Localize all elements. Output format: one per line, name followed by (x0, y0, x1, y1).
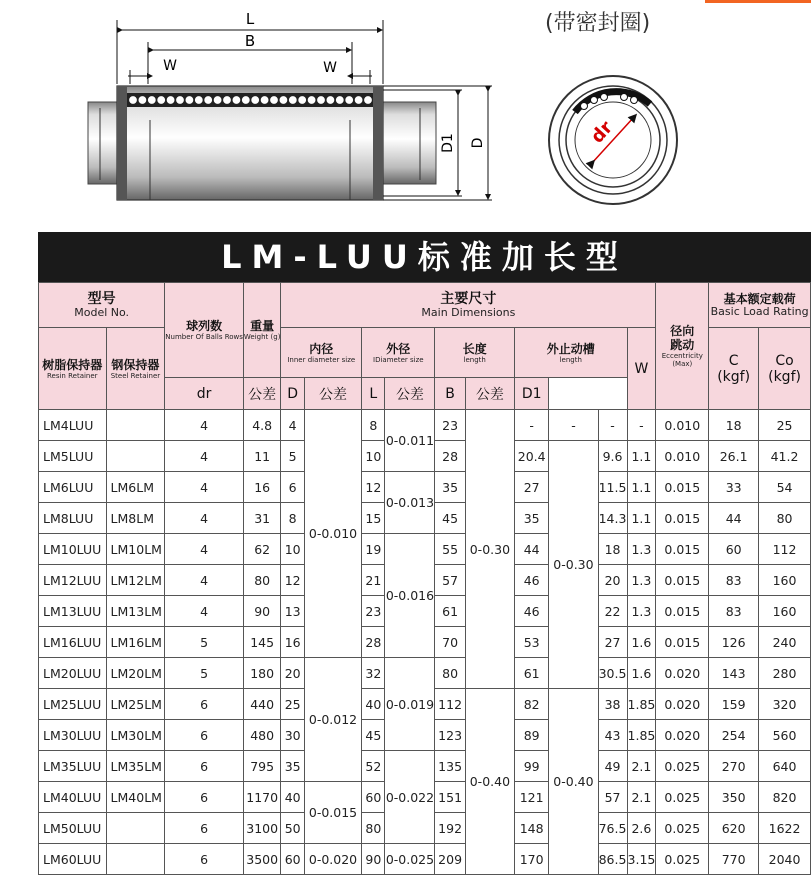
outer-diameter-cell: 8 (362, 410, 385, 441)
ball (158, 97, 165, 104)
c-header: C (kgf) (709, 328, 759, 410)
spec-table-body (39, 410, 811, 875)
weight-cell: 31 (243, 503, 281, 534)
dim-L-label: L (245, 10, 255, 28)
ball (280, 97, 287, 104)
groove-b-cell: 27 (514, 472, 548, 503)
co-cell: 320 (759, 689, 811, 720)
d1-cell: - (598, 410, 627, 441)
groove-b-cell: - (514, 410, 548, 441)
outer-tolerance-cell: 0-0.022 (385, 751, 435, 844)
length-cell: 23 (435, 410, 465, 441)
d1-cell: 38 (598, 689, 627, 720)
groove-header: 外止动槽 length (514, 328, 627, 378)
w-cell: 2.1 (627, 751, 656, 782)
outer-tolerance-cell: 0-0.025 (385, 844, 435, 875)
balls-cell: 4 (165, 565, 244, 596)
steel-model-cell: LM6LM (106, 472, 165, 503)
groove-b-cell: 170 (514, 844, 548, 875)
steel-model-cell: LM25LM (106, 689, 165, 720)
outer-tolerance-cell: 0-0.016 (385, 534, 435, 658)
c-cell: 83 (709, 596, 759, 627)
length-cell: 151 (435, 782, 465, 813)
length-tolerance-cell: 0-0.30 (465, 410, 514, 689)
co-cell: 280 (759, 658, 811, 689)
dr-cell: 5 (281, 441, 304, 472)
ball (214, 97, 221, 104)
resin-model-cell: LM30LUU (39, 720, 107, 751)
outer-diameter-cell: 40 (362, 689, 385, 720)
outer-diameter-cell: 45 (362, 720, 385, 751)
weight-cell: 90 (243, 596, 281, 627)
co-cell: 240 (759, 627, 811, 658)
resin-model-cell: LM13LUU (39, 596, 107, 627)
c-cell: 18 (709, 410, 759, 441)
ball (177, 97, 184, 104)
resin-model-cell: LM8LUU (39, 503, 107, 534)
co-cell: 54 (759, 472, 811, 503)
d1-cell: 76.5 (598, 813, 627, 844)
weight-cell: 180 (243, 658, 281, 689)
inner-tolerance-cell: 0-0.010 (304, 410, 361, 658)
balls-cell: 6 (165, 782, 244, 813)
ball (252, 97, 259, 104)
eccentricity-cell: 0.015 (656, 503, 709, 534)
eccentricity-cell: 0.020 (656, 720, 709, 751)
groove-b-cell: 148 (514, 813, 548, 844)
length-cell: 192 (435, 813, 465, 844)
d1-cell: 57 (598, 782, 627, 813)
co-cell: 640 (759, 751, 811, 782)
ball (242, 97, 249, 104)
table-row (39, 751, 811, 782)
dr-cell: 60 (281, 844, 304, 875)
resin-model-cell: LM50LUU (39, 813, 107, 844)
steel-model-cell: LM20LM (106, 658, 165, 689)
inner-tolerance-cell: 0-0.015 (304, 782, 361, 844)
balls-cell: 6 (165, 813, 244, 844)
outer-diameter-header: 外径 IDiameter size (362, 328, 435, 378)
tol-length-header: 公差 (385, 378, 435, 410)
ball (346, 97, 353, 104)
dr-cell: 40 (281, 782, 304, 813)
groove-b-cell: 20.4 (514, 441, 548, 472)
weight-cell: 3100 (243, 813, 281, 844)
ball (139, 97, 146, 104)
dr-cell: 35 (281, 751, 304, 782)
co-cell: 560 (759, 720, 811, 751)
eccentricity-cell: 0.015 (656, 472, 709, 503)
c-cell: 620 (709, 813, 759, 844)
seal-right (373, 86, 383, 200)
outer-diameter-cell: 80 (362, 813, 385, 844)
dr-cell: 30 (281, 720, 304, 751)
outer-diameter-cell: 15 (362, 503, 385, 534)
resin-model-cell: LM10LUU (39, 534, 107, 565)
c-cell: 60 (709, 534, 759, 565)
d1-cell: 43 (598, 720, 627, 751)
inner-tolerance-cell: 0-0.020 (304, 844, 361, 875)
table-row (39, 534, 811, 565)
weight-cell: 1170 (243, 782, 281, 813)
d1-cell: 9.6 (598, 441, 627, 472)
ball (289, 97, 296, 104)
length-cell: 45 (435, 503, 465, 534)
w-cell: 2.1 (627, 782, 656, 813)
ball (205, 97, 212, 104)
eccentricity-cell: 0.015 (656, 534, 709, 565)
balls-cell: 4 (165, 534, 244, 565)
ball (355, 97, 362, 104)
length-cell: 55 (435, 534, 465, 565)
w-cell: 2.6 (627, 813, 656, 844)
w-cell: 1.85 (627, 720, 656, 751)
ball (195, 97, 202, 104)
steel-retainer-header: 钢保持器 Steel Retainer (106, 328, 165, 410)
table-title: LM-LUU标准加长型 (38, 232, 811, 282)
c-cell: 143 (709, 658, 759, 689)
dim-W-right-label: W (323, 60, 337, 76)
length-cell: 57 (435, 565, 465, 596)
inner-tolerance-cell: 0-0.012 (304, 658, 361, 782)
dr-cell: 16 (281, 627, 304, 658)
length-cell: 61 (435, 596, 465, 627)
balls-cell: 6 (165, 689, 244, 720)
dim-D1-label: D1 (440, 133, 456, 153)
w-header: W (627, 328, 656, 410)
table-row (39, 658, 811, 689)
length-cell: 209 (435, 844, 465, 875)
dim-D-label: D (470, 137, 486, 149)
balls-cell: 6 (165, 844, 244, 875)
ball (233, 97, 240, 104)
w-cell: 1.6 (627, 658, 656, 689)
c-cell: 350 (709, 782, 759, 813)
ball (336, 97, 343, 104)
dim-dr-label: dr (586, 117, 617, 148)
c-cell: 270 (709, 751, 759, 782)
w-cell: 1.3 (627, 596, 656, 627)
balls-cell: 4 (165, 410, 244, 441)
balls-cell: 4 (165, 472, 244, 503)
groove-b-cell: 89 (514, 720, 548, 751)
ball (167, 97, 174, 104)
tol-inner-header: 公差 (243, 378, 281, 410)
tol-groove-header: 公差 (465, 378, 514, 410)
ball (365, 97, 372, 104)
ball (318, 97, 325, 104)
ball (299, 97, 306, 104)
ball (148, 97, 155, 104)
bearing-end-view (549, 76, 677, 204)
length-cell: 123 (435, 720, 465, 751)
main-dimensions-header: 主要尺寸 Main Dimensions (281, 283, 656, 328)
seal-caption: (带密封圈) (545, 11, 651, 36)
dr-cell: 8 (281, 503, 304, 534)
eccentricity-cell: 0.015 (656, 627, 709, 658)
w-cell: 1.6 (627, 627, 656, 658)
dr-cell: 12 (281, 565, 304, 596)
weight-cell: 795 (243, 751, 281, 782)
groove-b-cell: 35 (514, 503, 548, 534)
dr-cell: 10 (281, 534, 304, 565)
groove-b-cell: 61 (514, 658, 548, 689)
steel-model-cell: LM40LM (106, 782, 165, 813)
groove-b-cell: 46 (514, 565, 548, 596)
co-header: Co (kgf) (759, 328, 811, 410)
dr-cell: 4 (281, 410, 304, 441)
b-header: B (435, 378, 465, 410)
steel-model-cell: LM16LM (106, 627, 165, 658)
eccentricity-cell: 0.020 (656, 658, 709, 689)
c-cell: 83 (709, 565, 759, 596)
eccentricity-cell: 0.010 (656, 410, 709, 441)
model-header: 型号 Model No. (39, 283, 165, 328)
ball (130, 97, 137, 104)
resin-model-cell: LM12LUU (39, 565, 107, 596)
eccentricity-cell: 0.025 (656, 751, 709, 782)
resin-model-cell: LM35LUU (39, 751, 107, 782)
eccentricity-cell: 0.025 (656, 844, 709, 875)
resin-model-cell: LM6LUU (39, 472, 107, 503)
co-cell: 820 (759, 782, 811, 813)
weight-cell: 62 (243, 534, 281, 565)
groove-b-cell: 46 (514, 596, 548, 627)
length-cell: 70 (435, 627, 465, 658)
groove-b-cell: 99 (514, 751, 548, 782)
ball (308, 97, 315, 104)
length-cell: 35 (435, 472, 465, 503)
w-cell: 1.1 (627, 503, 656, 534)
dim-B-label: B (244, 32, 256, 50)
steel-model-cell (106, 844, 165, 875)
length-cell: 135 (435, 751, 465, 782)
weight-cell: 4.8 (243, 410, 281, 441)
outer-diameter-cell: 60 (362, 782, 385, 813)
resin-model-cell: LM20LUU (39, 658, 107, 689)
c-cell: 159 (709, 689, 759, 720)
outer-diameter-cell: 12 (362, 472, 385, 503)
eccentricity-cell: 0.025 (656, 813, 709, 844)
outer-diameter-cell: 28 (362, 627, 385, 658)
groove-b-cell: 82 (514, 689, 548, 720)
d1-cell: 14.3 (598, 503, 627, 534)
ball (271, 97, 278, 104)
resin-model-cell: LM5LUU (39, 441, 107, 472)
c-cell: 126 (709, 627, 759, 658)
outer-tolerance-cell: 0-0.019 (385, 658, 435, 751)
outer-diameter-cell: 19 (362, 534, 385, 565)
c-cell: 33 (709, 472, 759, 503)
length-cell: 112 (435, 689, 465, 720)
co-cell: 1622 (759, 813, 811, 844)
balls-cell: 6 (165, 720, 244, 751)
resin-model-cell: LM25LUU (39, 689, 107, 720)
balls-header: 球列数 Number Of Balls Rows (165, 283, 244, 378)
outer-tolerance-cell: 0-0.013 (385, 472, 435, 534)
weight-header: 重量 Weight (g) (243, 283, 281, 378)
groove-b-cell: 53 (514, 627, 548, 658)
table-row (39, 410, 811, 441)
dr-cell: 25 (281, 689, 304, 720)
length-cell: 28 (435, 441, 465, 472)
weight-cell: 80 (243, 565, 281, 596)
d1-cell: 86.5 (598, 844, 627, 875)
steel-model-cell (106, 813, 165, 844)
eccentricity-header: 径向跳动 Eccentricity (Max) (656, 283, 709, 410)
balls-cell: 4 (165, 596, 244, 627)
weight-cell: 11 (243, 441, 281, 472)
outer-tolerance-cell: 0-0.011 (385, 410, 435, 472)
dr-header: dr (165, 378, 244, 410)
steel-model-cell: LM10LM (106, 534, 165, 565)
w-cell: 1.1 (627, 472, 656, 503)
inner-diameter-header: 内径 Inner diameter size (281, 328, 362, 378)
weight-cell: 480 (243, 720, 281, 751)
co-cell: 160 (759, 565, 811, 596)
balls-cell: 4 (165, 503, 244, 534)
d1-cell: 22 (598, 596, 627, 627)
balls-cell: 5 (165, 627, 244, 658)
co-cell: 41.2 (759, 441, 811, 472)
steel-model-cell (106, 410, 165, 441)
outer-diameter-cell: 32 (362, 658, 385, 689)
bearing-drawing (0, 0, 811, 232)
groove-tolerance-cell: 0-0.30 (549, 441, 598, 689)
l-header: L (362, 378, 385, 410)
dr-cell: 13 (281, 596, 304, 627)
d1-cell: 49 (598, 751, 627, 782)
outer-diameter-cell: 52 (362, 751, 385, 782)
steel-model-cell: LM8LM (106, 503, 165, 534)
eccentricity-cell: 0.015 (656, 565, 709, 596)
c-cell: 254 (709, 720, 759, 751)
w-cell: 1.3 (627, 534, 656, 565)
co-cell: 112 (759, 534, 811, 565)
ball (224, 97, 231, 104)
ball (186, 97, 193, 104)
outer-diameter-cell: 23 (362, 596, 385, 627)
dr-cell: 6 (281, 472, 304, 503)
outer-diameter-cell: 10 (362, 441, 385, 472)
load-rating-header: 基本额定载荷 Basic Load Rating (709, 283, 811, 328)
d1-cell: 18 (598, 534, 627, 565)
groove-tolerance-cell: 0-0.40 (549, 689, 598, 875)
dr-cell: 50 (281, 813, 304, 844)
dim-W-left-label: W (163, 58, 177, 74)
seal-left (117, 86, 127, 200)
weight-cell: 16 (243, 472, 281, 503)
weight-cell: 3500 (243, 844, 281, 875)
tol-outer-header: 公差 (304, 378, 361, 410)
c-cell: 44 (709, 503, 759, 534)
steel-model-cell: LM13LM (106, 596, 165, 627)
eccentricity-cell: 0.025 (656, 782, 709, 813)
co-cell: 80 (759, 503, 811, 534)
length-cell: 80 (435, 658, 465, 689)
steel-model-cell: LM35LM (106, 751, 165, 782)
outer-diameter-cell: 90 (362, 844, 385, 875)
d1-cell: 11.5 (598, 472, 627, 503)
balls-cell: 5 (165, 658, 244, 689)
table-row (39, 844, 811, 875)
d1-cell: 27 (598, 627, 627, 658)
weight-cell: 145 (243, 627, 281, 658)
weight-cell: 440 (243, 689, 281, 720)
length-tolerance-cell: 0-0.40 (465, 689, 514, 875)
d-header: D (281, 378, 304, 410)
co-cell: 2040 (759, 844, 811, 875)
groove-b-cell: 44 (514, 534, 548, 565)
steel-model-cell: LM12LM (106, 565, 165, 596)
groove-b-cell: 121 (514, 782, 548, 813)
c-cell: 26.1 (709, 441, 759, 472)
c-cell: 770 (709, 844, 759, 875)
ball (261, 97, 268, 104)
co-cell: 25 (759, 410, 811, 441)
balls-cell: 4 (165, 441, 244, 472)
table-row (39, 472, 811, 503)
resin-model-cell: LM40LUU (39, 782, 107, 813)
w-cell: - (627, 410, 656, 441)
eccentricity-cell: 0.020 (656, 689, 709, 720)
w-cell: 1.3 (627, 565, 656, 596)
groove-tolerance-cell: - (549, 410, 598, 441)
w-cell: 3.15 (627, 844, 656, 875)
balls-cell: 6 (165, 751, 244, 782)
co-cell: 160 (759, 596, 811, 627)
resin-retainer-header: 树脂保持器 Resin Retainer (39, 328, 107, 410)
resin-model-cell: LM16LUU (39, 627, 107, 658)
steel-model-cell (106, 441, 165, 472)
spec-table (38, 282, 811, 875)
eccentricity-cell: 0.015 (656, 596, 709, 627)
resin-model-cell: LM4LUU (39, 410, 107, 441)
resin-model-cell: LM60LUU (39, 844, 107, 875)
w-cell: 1.1 (627, 441, 656, 472)
d1-cell: 30.5 (598, 658, 627, 689)
d1-header: D1 (514, 378, 548, 410)
length-header: 长度 length (435, 328, 515, 378)
dr-cell: 20 (281, 658, 304, 689)
w-cell: 1.85 (627, 689, 656, 720)
ball (327, 97, 334, 104)
d1-cell: 20 (598, 565, 627, 596)
eccentricity-cell: 0.010 (656, 441, 709, 472)
steel-model-cell: LM30LM (106, 720, 165, 751)
outer-diameter-cell: 21 (362, 565, 385, 596)
